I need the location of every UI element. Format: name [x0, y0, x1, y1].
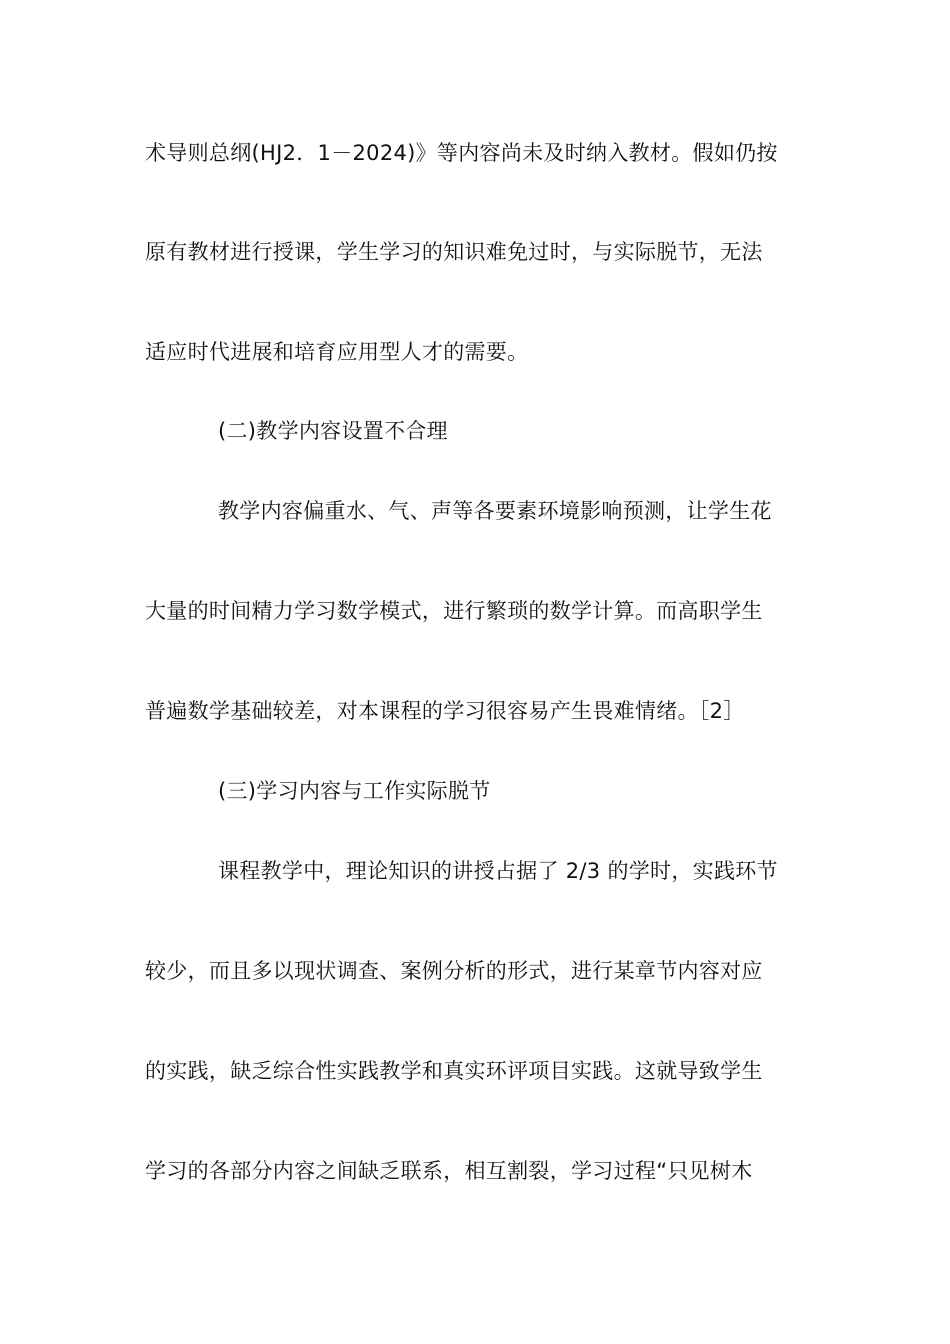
paragraph-line: 教学内容偏重水、气、声等各要素环境影响预测，让学生花 [218, 499, 772, 523]
paragraph-line: 大量的时间精力学习数学模式，进行繁琐的数学计算。而高职学生 [145, 599, 763, 623]
paragraph-line: 学习的各部分内容之间缺乏联系，相互割裂，学习过程“只见树木 [145, 1159, 753, 1183]
paragraph-line: 课程教学中，理论知识的讲授占据了 2/3 的学时，实践环节 [218, 859, 778, 883]
paragraph-line: 较少，而且多以现状调查、案例分析的形式，进行某章节内容对应 [145, 959, 763, 983]
paragraph-line: 普遍数学基础较差，对本课程的学习很容易产生畏难情绪。［2］ [145, 699, 745, 723]
section-heading: (三)学习内容与工作实际脱节 [218, 779, 491, 803]
section-heading: (二)教学内容设置不合理 [218, 419, 448, 443]
paragraph-line: 术导则总纲(HJ2．1－2024)》等内容尚未及时纳入教材。假如仍按 [145, 141, 778, 165]
paragraph-line: 原有教材进行授课，学生学习的知识难免过时，与实际脱节，无法 [145, 240, 763, 264]
paragraph-line: 适应时代进展和培育应用型人才的需要。 [145, 340, 529, 364]
paragraph-line: 的实践，缺乏综合性实践教学和真实环评项目实践。这就导致学生 [145, 1059, 763, 1083]
